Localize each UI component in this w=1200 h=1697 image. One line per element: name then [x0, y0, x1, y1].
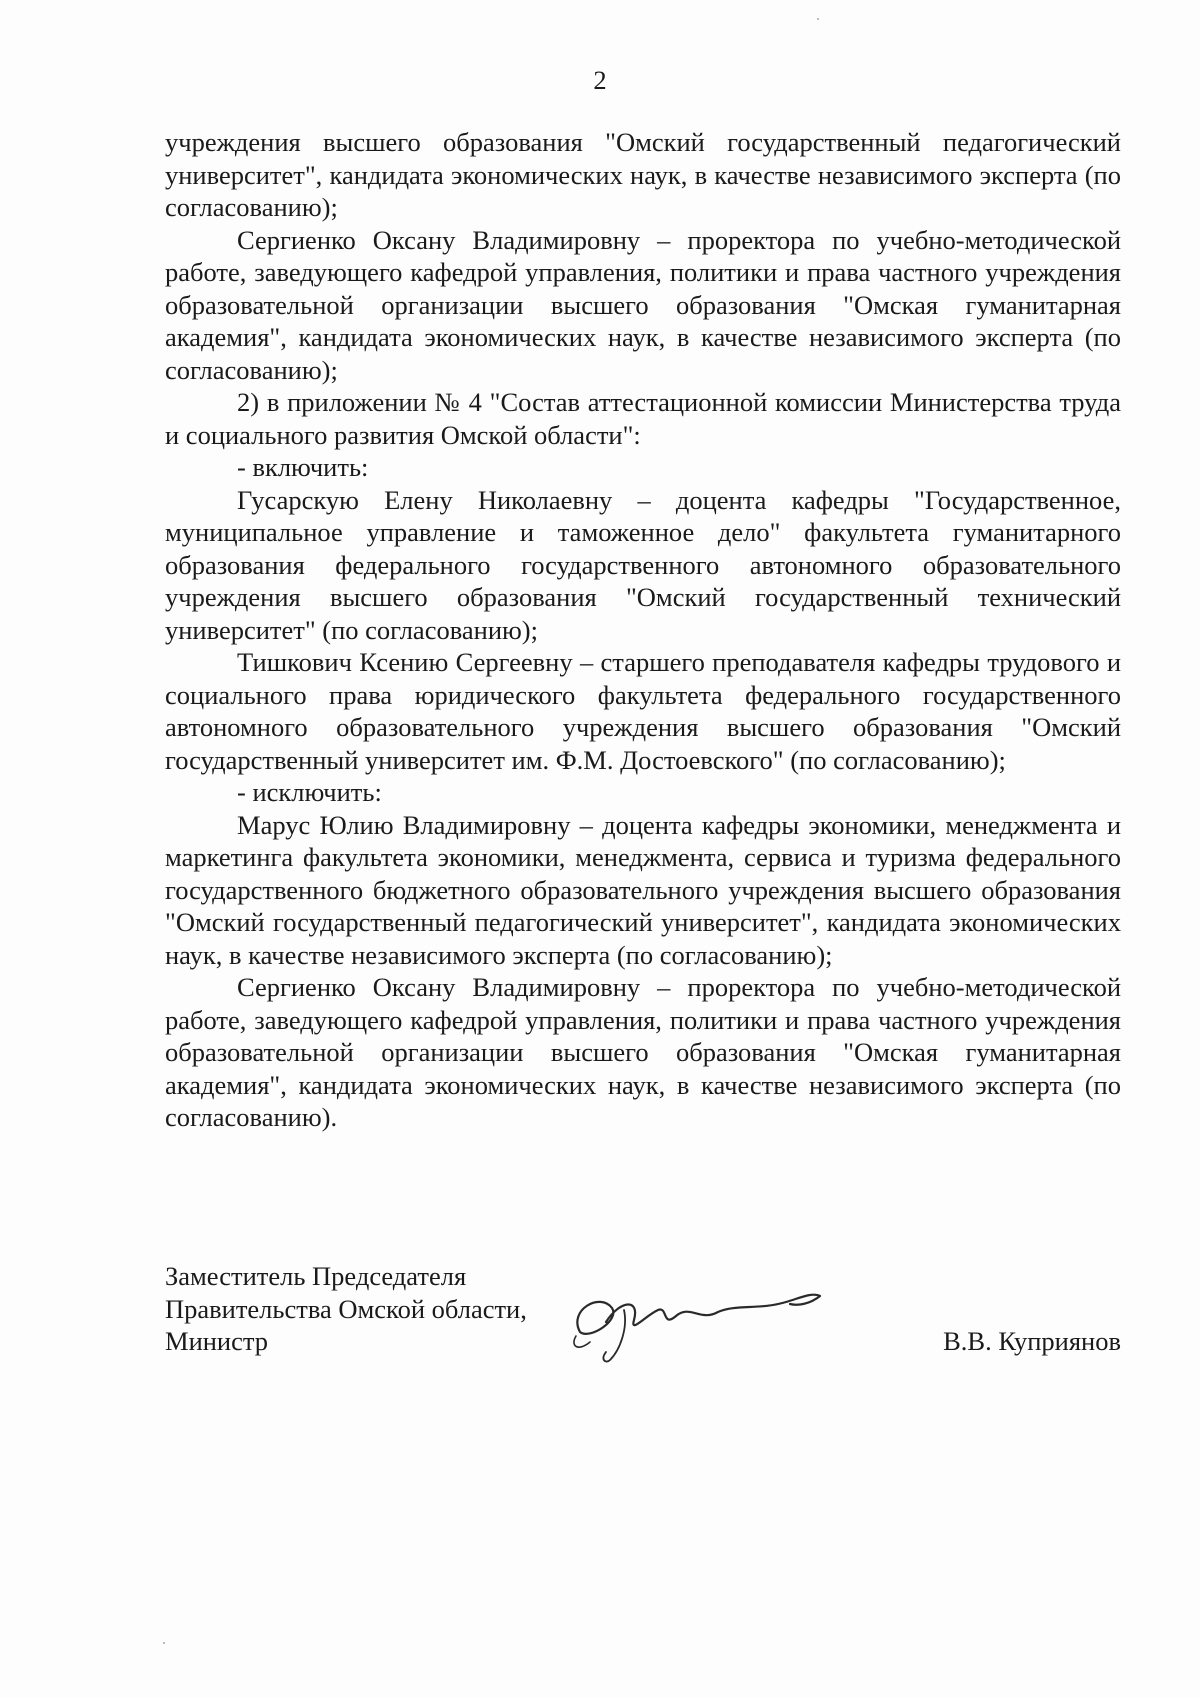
scan-speck — [817, 18, 819, 20]
scan-speck — [163, 1642, 165, 1644]
paragraph: 2) в приложении № 4 "Состав аттестационной комиссии Министерства труда и социального развития Омской области": — [165, 387, 1121, 450]
handwritten-signature — [550, 1270, 850, 1370]
paragraph: - включить: — [237, 452, 369, 482]
document-body — [165, 126, 1121, 1134]
signatory-title-line: Заместитель Председателя — [165, 1261, 467, 1291]
signatory-title-line: Министр — [165, 1326, 269, 1356]
paragraph: Сергиенко Оксану Владимировну – проректора по учебно-методической работе, заведующего кафедрой управления, политики и права частного учреждения образовательной организации высшего образования "Омская гуманитарная академия", кандидата экономических наук, в качестве независимого эксперта (по согласованию). — [165, 972, 1121, 1132]
paragraph: Гусарскую Елену Николаевну – доцента кафедры "Государственное, муниципальное управление и таможенное дело" факультета гуманитарного образования федерального государственного автономного образовательного учреждения высшего образования "Омский государственный технический университет" (по согласованию); — [165, 484, 1121, 645]
signatory-title-line: Правительства Омской области, — [165, 1293, 527, 1324]
paragraph: учреждения высшего образования "Омский государственный педагогический университет", кандидата экономических наук, в качестве независимого эксперта (по согласованию); — [165, 127, 1121, 222]
page-number: 2 — [593, 65, 607, 95]
paragraph: - исключить: — [237, 777, 382, 807]
paragraph: Тишкович Ксению Сергеевну – старшего преподавателя кафедры трудового и социального права юридического факультета федерального государственного автономного образовательного учреждения высшего образования "Омский государственный университет им. Ф.М. Достоевского" (по согласованию); — [165, 647, 1121, 775]
signatory-name: В.В. Куприянов — [943, 1326, 1121, 1356]
paragraph: Сергиенко Оксану Владимировну – проректора по учебно-методической работе, заведующего кафедрой управления, политики и права частного учреждения образовательной организации высшего образования "Омская гуманитарная академия", кандидата экономических наук, в качестве независимого эксперта (по согласованию); — [165, 224, 1121, 385]
paragraph: Марус Юлию Владимировну – доцента кафедры экономики, менеджмента и маркетинга факультета экономики, менеджмента, сервиса и туризма федерального государственного бюджетного образовательного учреждения высшего образования "Омский государственный педагогический университет", кандидата экономических наук, в качестве независимого эксперта (по согласованию); — [165, 809, 1121, 970]
signature-block — [165, 1260, 1121, 1370]
